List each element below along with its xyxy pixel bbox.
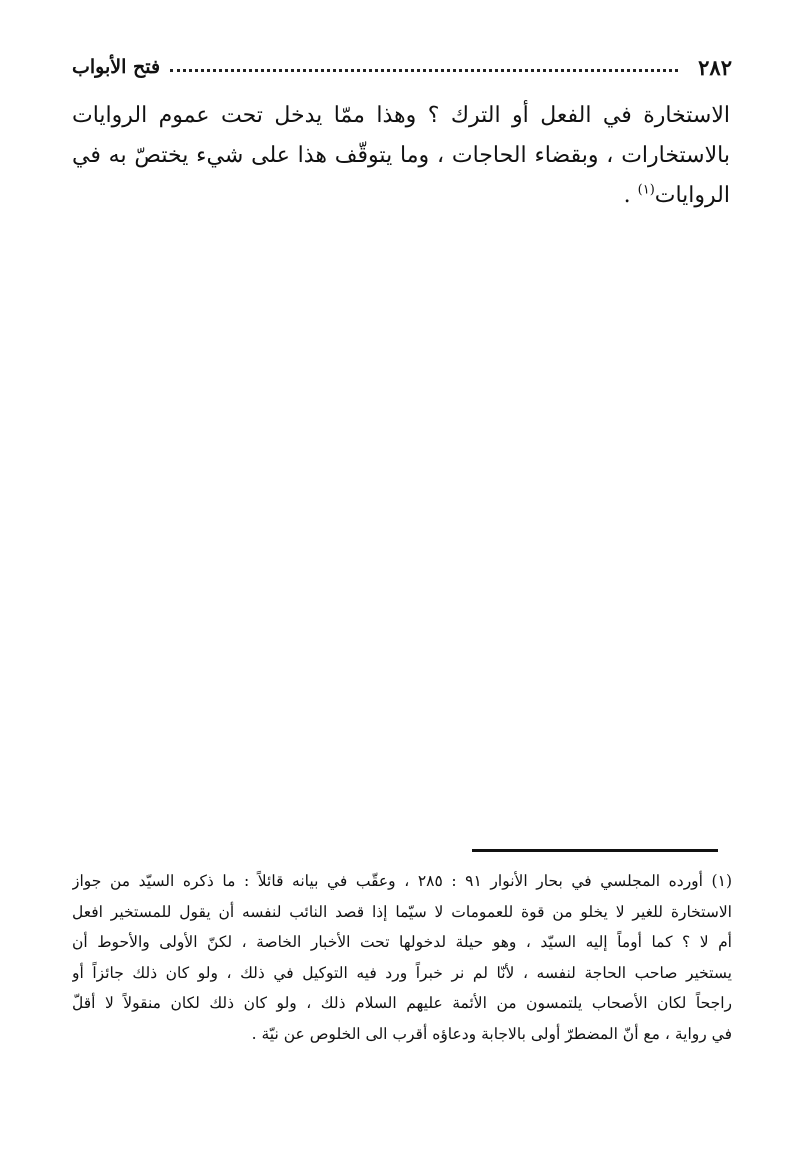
running-header xyxy=(72,52,732,82)
body-line-1: الاستخارة في الفعل أو الترك ؟ وهذا ممّا يدخل تحت عموم الروايات xyxy=(72,103,730,128)
footnote-line-2: الاستخارة للغير لا يخلو من قوة للعمومات لا سيّما إذا قصد النائب لنفسه أن يقول للمستخير افعل xyxy=(72,902,732,921)
footnote-line-4: يستخير صاحب الحاجة لنفسه ، لأنّا لم نر خبراً ورد فيه التوكيل في ذلك ، ولو كان ذلك جائزاً أو xyxy=(72,963,732,982)
footnote-reference: (١) xyxy=(637,182,655,198)
footnote-line-3: أم لا ؟ كما أوماً إليه السيّد ، وهو حيلة لدخولها تحت الأخبار الخاصة ، لكنّ الأولى والأحوط أن xyxy=(72,933,732,951)
footnote-line-6: في رواية ، مع أنّ المضطرّ أولى بالاجابة ودعاؤه أقرب الى الخلوص عن نيّة . xyxy=(251,1024,732,1043)
footnote-block xyxy=(72,866,732,1049)
footnote-separator xyxy=(472,849,718,852)
body-line-3 xyxy=(72,176,730,216)
footnote-line-5: راجحاً لكان الأصحاب يلتمسون من الأئمة عليهم السلام ذلك ، ولو كان ذلك لكان منقولاً لا أقلّ xyxy=(72,994,732,1012)
header-dot-leader xyxy=(170,69,678,72)
body-line-2: بالاستخارات ، وبقضاء الحاجات ، وما يتوقّف هذا على شيء يختصّ به في xyxy=(72,143,730,168)
body-line-3-text: الروايات xyxy=(654,183,730,208)
body-line-3-end: . xyxy=(623,183,638,208)
running-title: فتح الأبواب xyxy=(72,56,161,78)
footnote-line-1: (١) أورده المجلسي في بحار الأنوار ٩١ : ٢٨٥ ، وعقّب في بيانه قائلاً : ما ذكره السيّد من جواز xyxy=(72,872,732,890)
page-number: ٢٨٢ xyxy=(698,54,732,80)
main-text xyxy=(72,96,730,216)
